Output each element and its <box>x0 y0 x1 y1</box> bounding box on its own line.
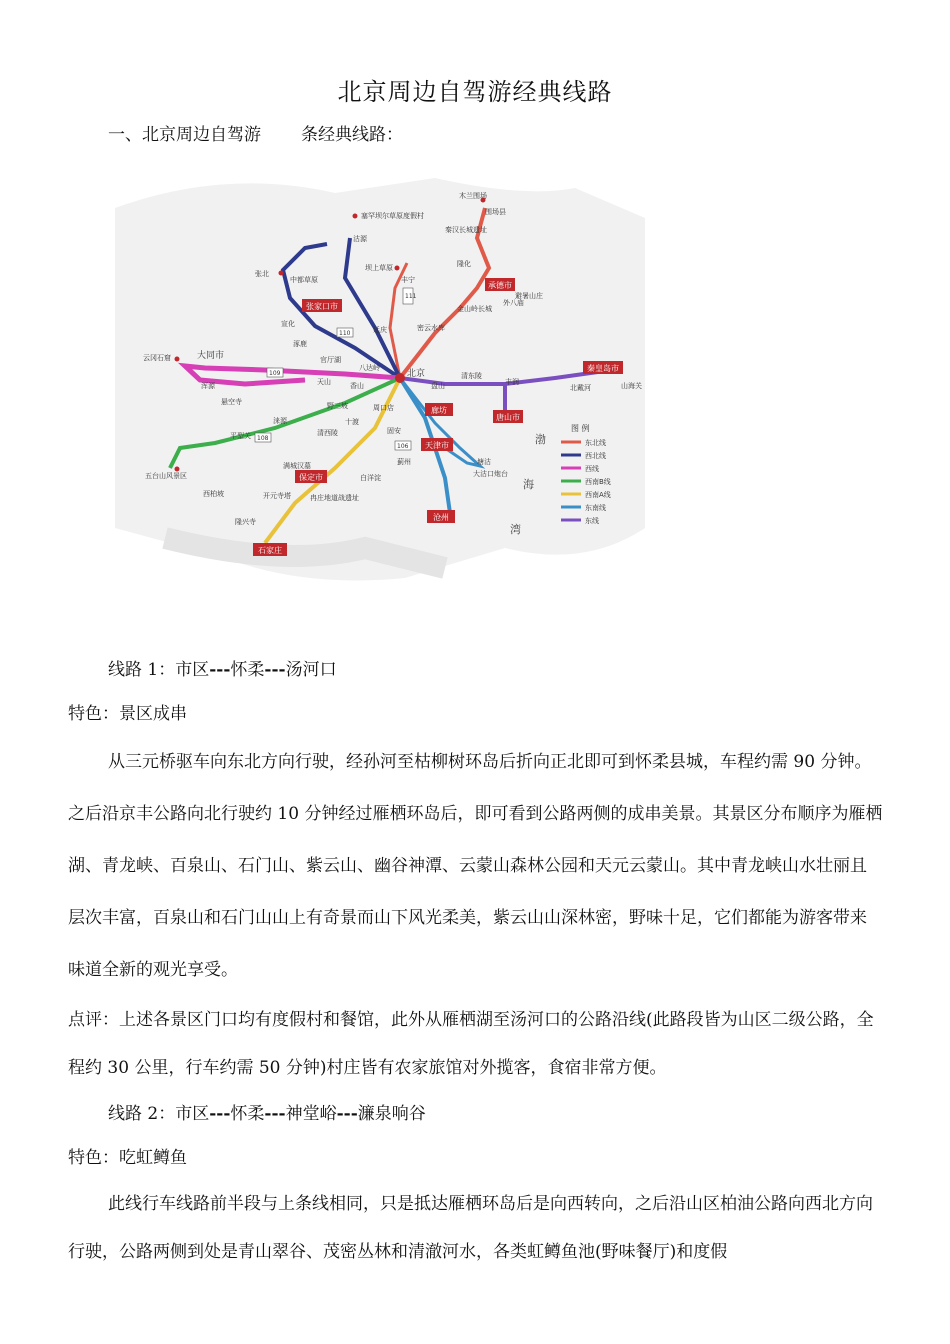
map-city-tianjin: 天津市 <box>425 441 449 450</box>
legend-entry: 西线 <box>585 465 599 473</box>
map-city-datong: 大同市 <box>197 351 225 361</box>
road-number: 108 <box>257 435 269 442</box>
route1-origin: ：市区 <box>158 660 210 680</box>
map-place: 木兰围场 <box>459 192 487 200</box>
route-separator: --- <box>209 660 231 680</box>
map-place: 大沽口炮台 <box>473 470 508 478</box>
legend-entry: 东南线 <box>585 504 606 512</box>
map-city-zhangjiakou: 张家口市 <box>306 302 338 311</box>
map-place: 山海关 <box>621 382 642 390</box>
route2-origin: ：市区 <box>158 1104 210 1124</box>
map-place: 丰宁 <box>401 276 415 284</box>
map-place: 丰润 <box>505 378 519 386</box>
map-place: 涿鹿 <box>293 340 307 348</box>
route1-body: 从三元桥驱车向东北方向行驶，经孙河至枯柳树环岛后折向正北即可到怀柔县城，车程约需 90 分钟。之后沿京丰公路向北行驶约 10 分钟经过雁栖环岛后，即可看到公路两侧的成串美景。其景区分布顺序为雁栖湖、青龙峡、百泉山、石门山、紫云山、幽谷神潭、云蒙山森林公园和天元云蒙山。其中青龙峡山水壮丽且层次丰富，百泉山和石门山山上有奇景而山下风光柔美，紫云山山深林密，野味十足，它们都能为游客带来味道全新的观光享受。 <box>68 752 883 980</box>
map-place: 塘沽 <box>477 458 491 466</box>
map-place: 五台山风景区 <box>145 472 187 480</box>
road-number: 111 <box>405 293 417 300</box>
map-place: 天山 <box>317 378 331 386</box>
map-place: 周口店 <box>373 404 394 412</box>
map-place: 清西陵 <box>317 429 338 437</box>
map-place: 避暑山庄 <box>515 292 543 300</box>
map-city-cangzhou: 沧州 <box>433 513 449 522</box>
map-place: 中都草原 <box>290 276 318 284</box>
map-place: 盘山 <box>431 382 445 390</box>
map-place: 秦汉长城遗址 <box>445 226 487 234</box>
map-city-chengde: 承德市 <box>488 281 512 290</box>
route-separator: --- <box>264 1104 286 1124</box>
map-place: 隆化 <box>457 260 471 268</box>
route-separator: --- <box>264 660 286 680</box>
route2-stop: 神堂峪 <box>285 1104 337 1124</box>
map-sea-label: 海 <box>523 478 534 491</box>
map-city-qinhuangdao: 秦皇岛市 <box>587 364 619 373</box>
route2-body: 此线行车线路前半段与上条线相同，只是抵达雁栖环岛后是向西转向，之后沿山区柏油公路向西北方向行驶，公路两侧到处是青山翠谷、茂密丛林和清澈河水，各类虹鳟鱼池(野味餐厅)和度假 <box>68 1194 873 1262</box>
route1-heading <box>68 648 883 692</box>
route-map <box>105 148 652 600</box>
map-city-baoding: 保定市 <box>299 473 323 482</box>
map-place: 塞罕坝尔草原度假村 <box>361 212 424 220</box>
map-place: 隆兴寺 <box>235 518 256 526</box>
map-place: 延庆 <box>373 326 387 334</box>
legend-entry: 东线 <box>585 517 599 525</box>
map-city-tangshan: 唐山市 <box>496 413 520 422</box>
legend-entry: 东北线 <box>585 439 606 447</box>
map-place: 浑源 <box>201 382 215 390</box>
page-title: 北京周边自驾游经典线路 <box>337 78 613 106</box>
map-place: 蓟州 <box>397 458 411 466</box>
legend-entry: 西南B线 <box>585 478 611 486</box>
map-place: 平型关 <box>230 432 251 440</box>
route1-section <box>68 648 883 1276</box>
map-place: 北戴河 <box>570 384 591 392</box>
legend-entry: 西北线 <box>585 452 606 460</box>
map-place: 官厅湖 <box>320 356 341 364</box>
route2-stop: 濂泉响谷 <box>357 1104 426 1124</box>
map-place: 密云水库 <box>417 324 445 332</box>
map-place: 围场县 <box>485 208 506 216</box>
legend-entry: 西南A线 <box>585 491 611 499</box>
road-number: 109 <box>269 370 281 377</box>
route1-feature: 特色：景区成串 <box>68 704 187 724</box>
section-heading-part-b: 条经典线路： <box>301 125 403 145</box>
map-place: 金山岭长城 <box>457 305 492 313</box>
map-place: 云冈石窟 <box>143 354 171 362</box>
map-place: 香山 <box>350 382 364 390</box>
map-city-langfang: 廊坊 <box>431 406 447 415</box>
map-place: 西柏坡 <box>203 490 224 498</box>
section-heading <box>108 120 403 145</box>
section-heading-part-a: 一、北京周边自驾游 <box>108 125 261 145</box>
road-number: 106 <box>397 443 409 450</box>
map-place: 白洋淀 <box>360 474 381 482</box>
map-place: 外八庙 <box>503 299 524 307</box>
map-place: 十渡 <box>345 418 359 426</box>
map-place: 清东陵 <box>461 372 482 380</box>
map-city-shijiazhuang: 石家庄 <box>258 546 282 555</box>
route1-stop: 怀柔 <box>230 660 265 680</box>
route2-feature: 特色：吃虹鳟鱼 <box>68 1148 187 1168</box>
route1-stop: 汤河口 <box>285 660 337 680</box>
map-sea-label: 渤 <box>535 433 546 446</box>
legend-title: 图 例 <box>571 424 590 433</box>
map-place: 涞源 <box>273 417 287 425</box>
map-place: 固安 <box>387 427 401 435</box>
map-place: 冉庄地道战遗址 <box>310 494 359 502</box>
map-place: 八达岭 <box>359 364 380 372</box>
route1-label: 线路 1 <box>108 660 159 680</box>
route1-comment: 点评：上述各景区门口均有度假村和餐馆，此外从雁栖湖至汤河口的公路沿线(此路段皆为山区二级公路，全程约 30 公里，行车约需 50 分钟)村庄皆有农家旅馆对外揽客，食宿非常方便。 <box>68 1010 874 1078</box>
map-place: 开元寺塔 <box>263 492 291 500</box>
route2-label: 线路 2 <box>108 1104 159 1124</box>
route2-heading <box>68 1092 883 1136</box>
map-place: 悬空寺 <box>221 398 242 406</box>
map-city-beijing: 北京 <box>407 369 426 379</box>
map-place: 张北 <box>255 270 269 278</box>
route-separator: --- <box>209 1104 231 1124</box>
map-place: 宣化 <box>281 320 295 328</box>
route2-stop: 怀柔 <box>230 1104 265 1124</box>
road-number: 110 <box>339 330 351 337</box>
map-place: 野三坡 <box>327 402 348 410</box>
map-place: 坝上草原 <box>365 264 393 272</box>
route-separator: --- <box>336 1104 358 1124</box>
map-place: 满城汉墓 <box>283 462 311 470</box>
map-sea-label: 湾 <box>510 523 521 536</box>
map-place: 沽源 <box>353 235 367 243</box>
